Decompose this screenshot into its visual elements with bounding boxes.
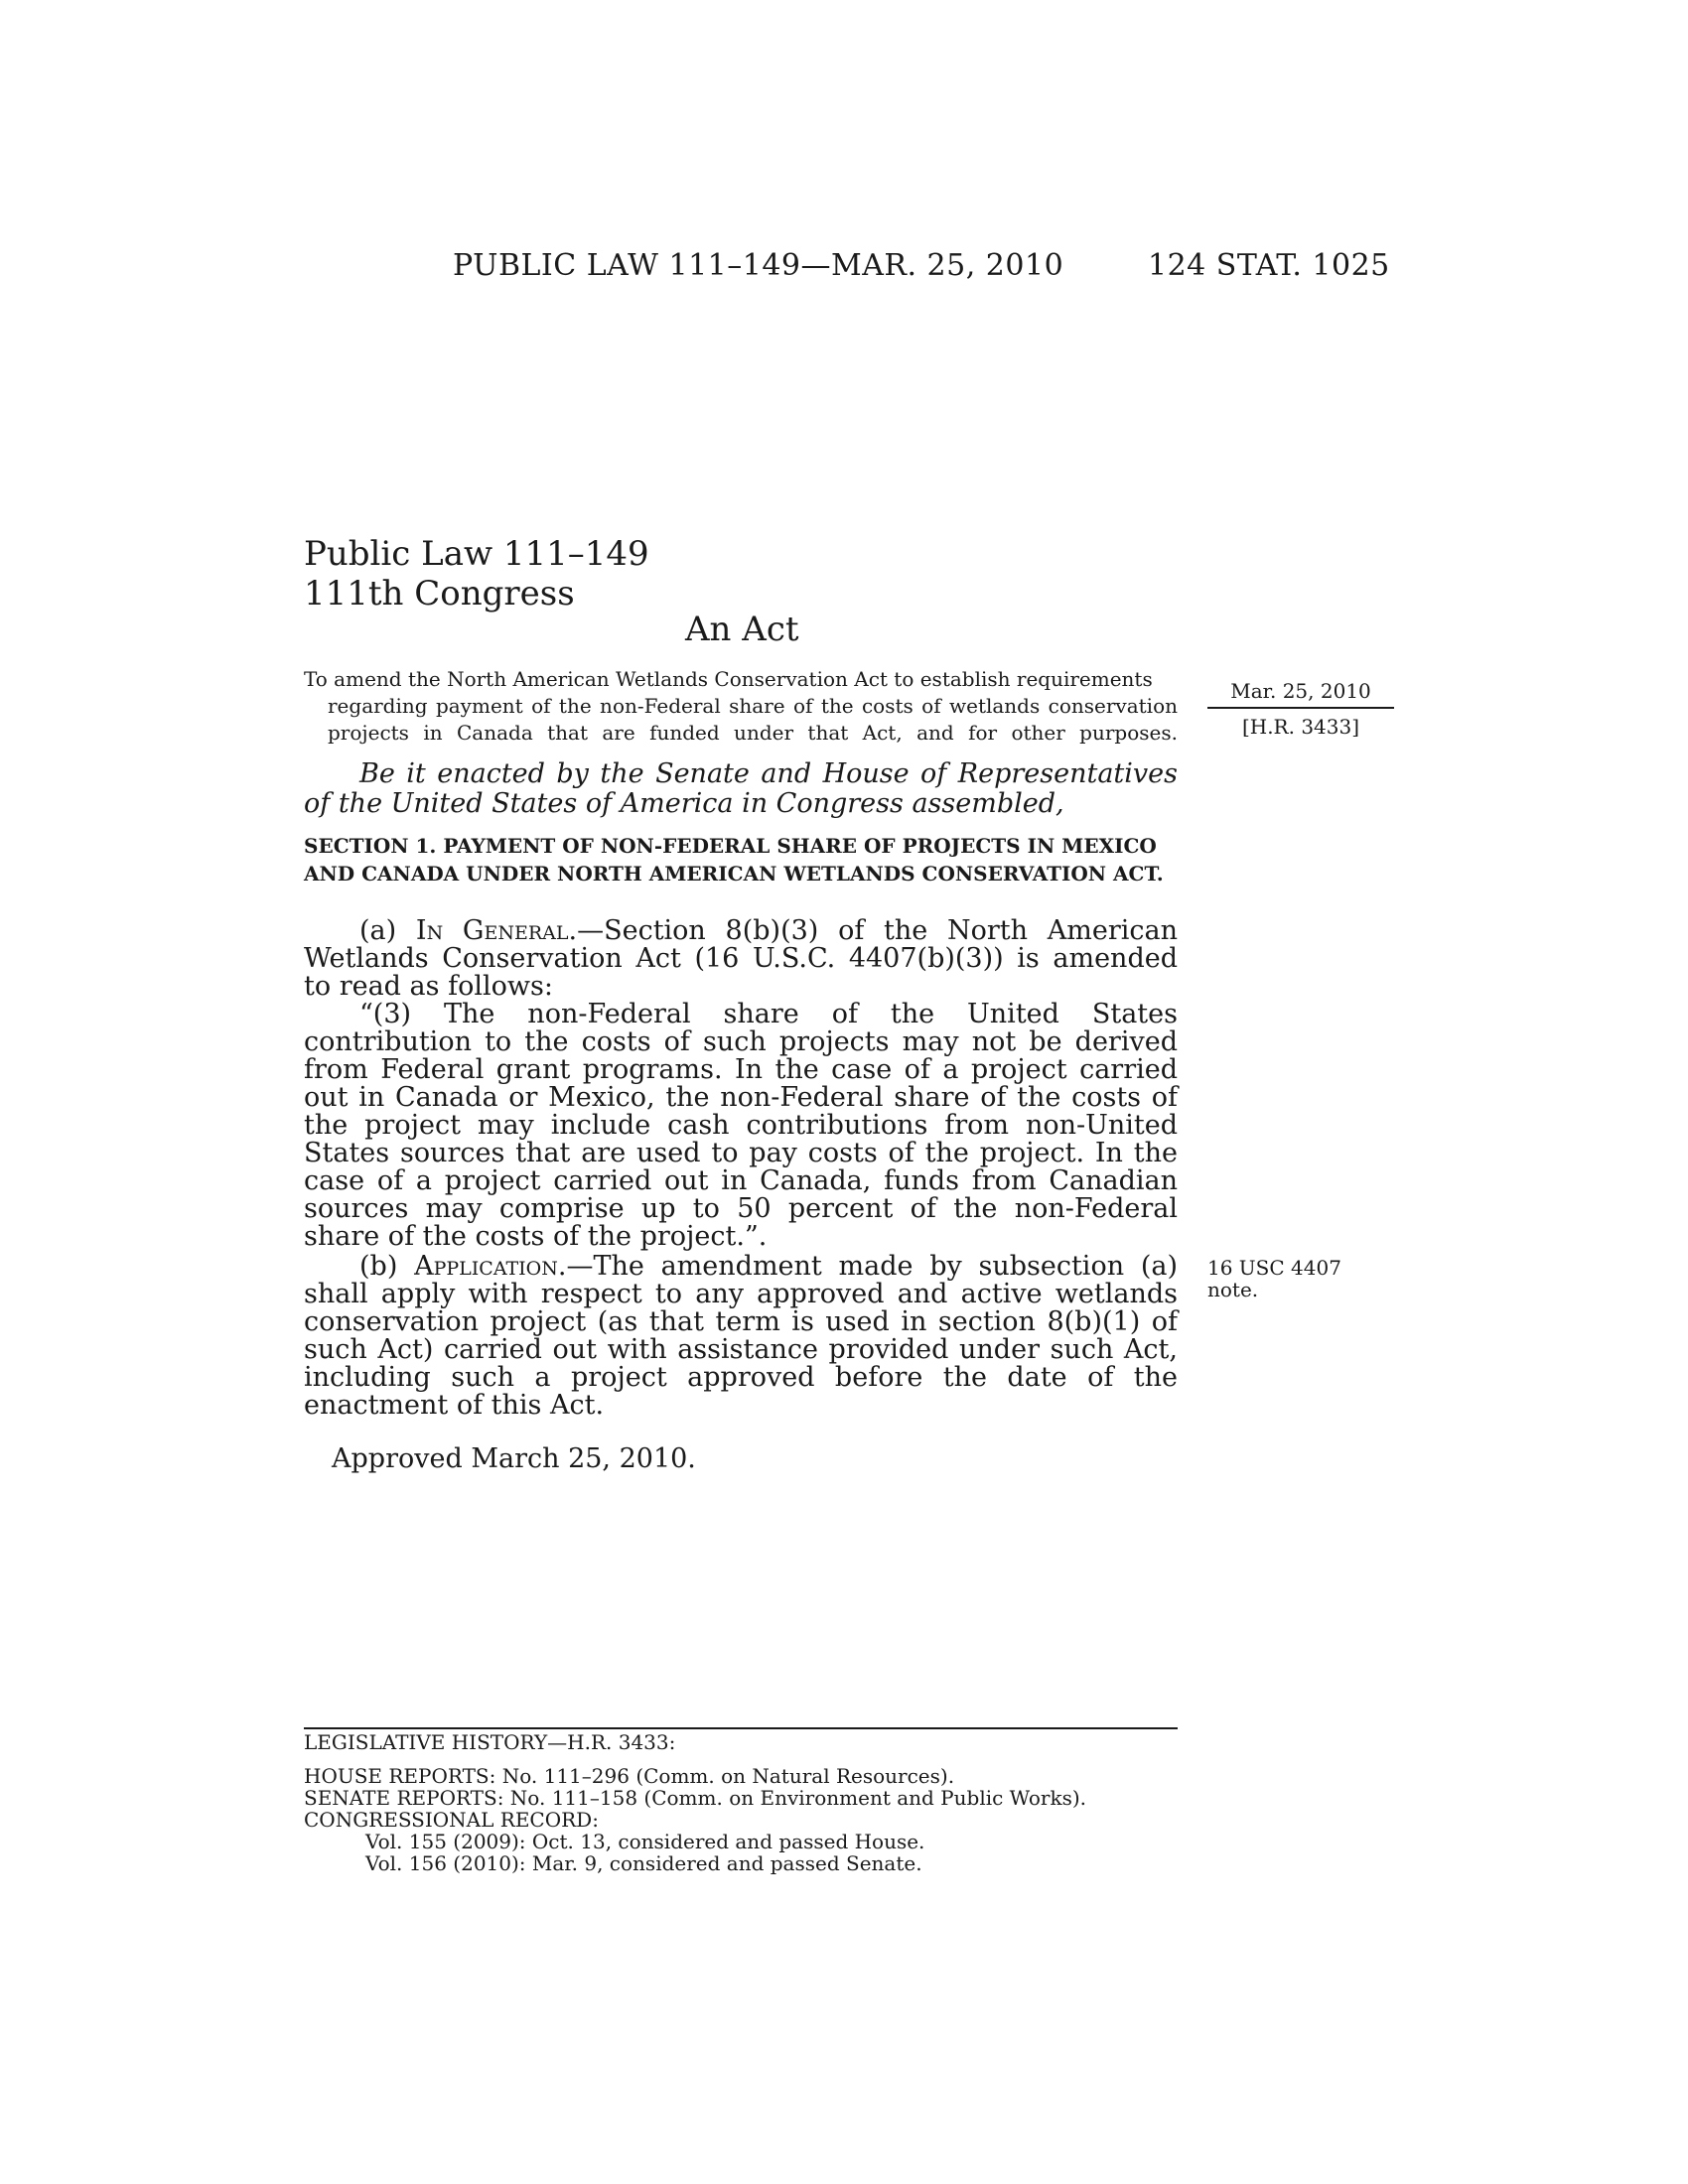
approval-date: Approved March 25, 2010. <box>332 1443 696 1474</box>
congressional-record-line: CONGRESSIONAL RECORD: <box>304 1808 599 1832</box>
enacting-clause: Be it enacted by the Senate and House of Representatives of the United States of America in Congress assembled, <box>304 758 1178 819</box>
purpose-first-line: To amend the North American Wetlands Conservation Act to establish requirements <box>304 667 1153 691</box>
subsection-b <box>304 1253 1178 1420</box>
record-house-line: Vol. 155 (2009): Oct. 13, considered and passed House. <box>365 1830 925 1853</box>
act-title: An Act <box>685 610 799 649</box>
purpose-continuation: regarding payment of the non-Federal share of the costs of wetlands conservation projects in Canada that are funded under that Act, and for other purposes. <box>328 694 1178 745</box>
subsection-a-caption: In General <box>415 915 569 946</box>
subsection-b-text: .—The amendment made by subsection (a) shall apply with respect to any approved and active wetlands conservation project (as that term is used in section 8(b)(1) of such Act) carried out with assistance provided under such Act, including such a project approved before the date of the enactment of this Act. <box>304 1251 1178 1421</box>
congress-number: 111th Congress <box>304 574 575 614</box>
public-law-number: Public Law 111–149 <box>304 534 649 574</box>
margin-usc-note: 16 USC 4407 note. <box>1207 1256 1341 1301</box>
footer-divider <box>304 1727 1178 1729</box>
record-senate-line: Vol. 156 (2010): Mar. 9, considered and passed Senate. <box>365 1851 922 1875</box>
section-title: PAYMENT OF NON-FEDERAL SHARE OF PROJECTS IN MEXICO AND CANADA UNDER NORTH AMERICAN WETLANDS CONSERVATION ACT. <box>304 834 1164 886</box>
subsection-a-text: .—Section 8(b)(3) of the North American Wetlands Conservation Act (16 U.S.C. 4407(b)(3)) is amended to read as follows: <box>304 915 1179 1002</box>
law-designation <box>304 534 649 614</box>
legislative-history <box>304 1731 1197 1874</box>
margin-bill-number: [H.R. 3433] <box>1241 715 1360 739</box>
subsection-a-label: (a) <box>359 915 416 946</box>
senate-reports-line: SENATE REPORTS: No. 111–158 (Comm. on Environment and Public Works). <box>304 1786 1087 1810</box>
subsection-b-caption: Application <box>414 1251 558 1282</box>
statute-page-number: 124 STAT. 1025 <box>1148 248 1390 283</box>
purpose-statement <box>304 666 1178 747</box>
section-heading <box>304 832 1178 887</box>
house-reports-line: HOUSE REPORTS: No. 111–296 (Comm. on Natural Resources). <box>304 1764 955 1788</box>
legislative-history-title: LEGISLATIVE HISTORY—H.R. 3433: <box>304 1730 676 1754</box>
margin-divider <box>1207 707 1394 709</box>
running-header-title: PUBLIC LAW 111–149—MAR. 25, 2010 <box>453 248 1064 283</box>
quoted-amendment-paragraph: “(3) The non-Federal share of the United States contribution to the costs of such projects may not be derived from Federal grant programs. In the case of a project carried out in Canada or Mexico, the non-Federal share of the costs of the project may include cash contributions from non-United States sources that are used to pay costs of the project. In the case of a project carried out in Canada, funds from Canadian sources may comprise up to 50 percent of the non-Federal share of the costs of the project.”. <box>304 999 1178 1252</box>
section-label: SECTION 1. <box>304 834 437 858</box>
margin-enactment-date: Mar. 25, 2010 <box>1230 679 1371 703</box>
subsection-a <box>304 917 1178 1001</box>
subsection-b-label: (b) <box>359 1251 415 1282</box>
